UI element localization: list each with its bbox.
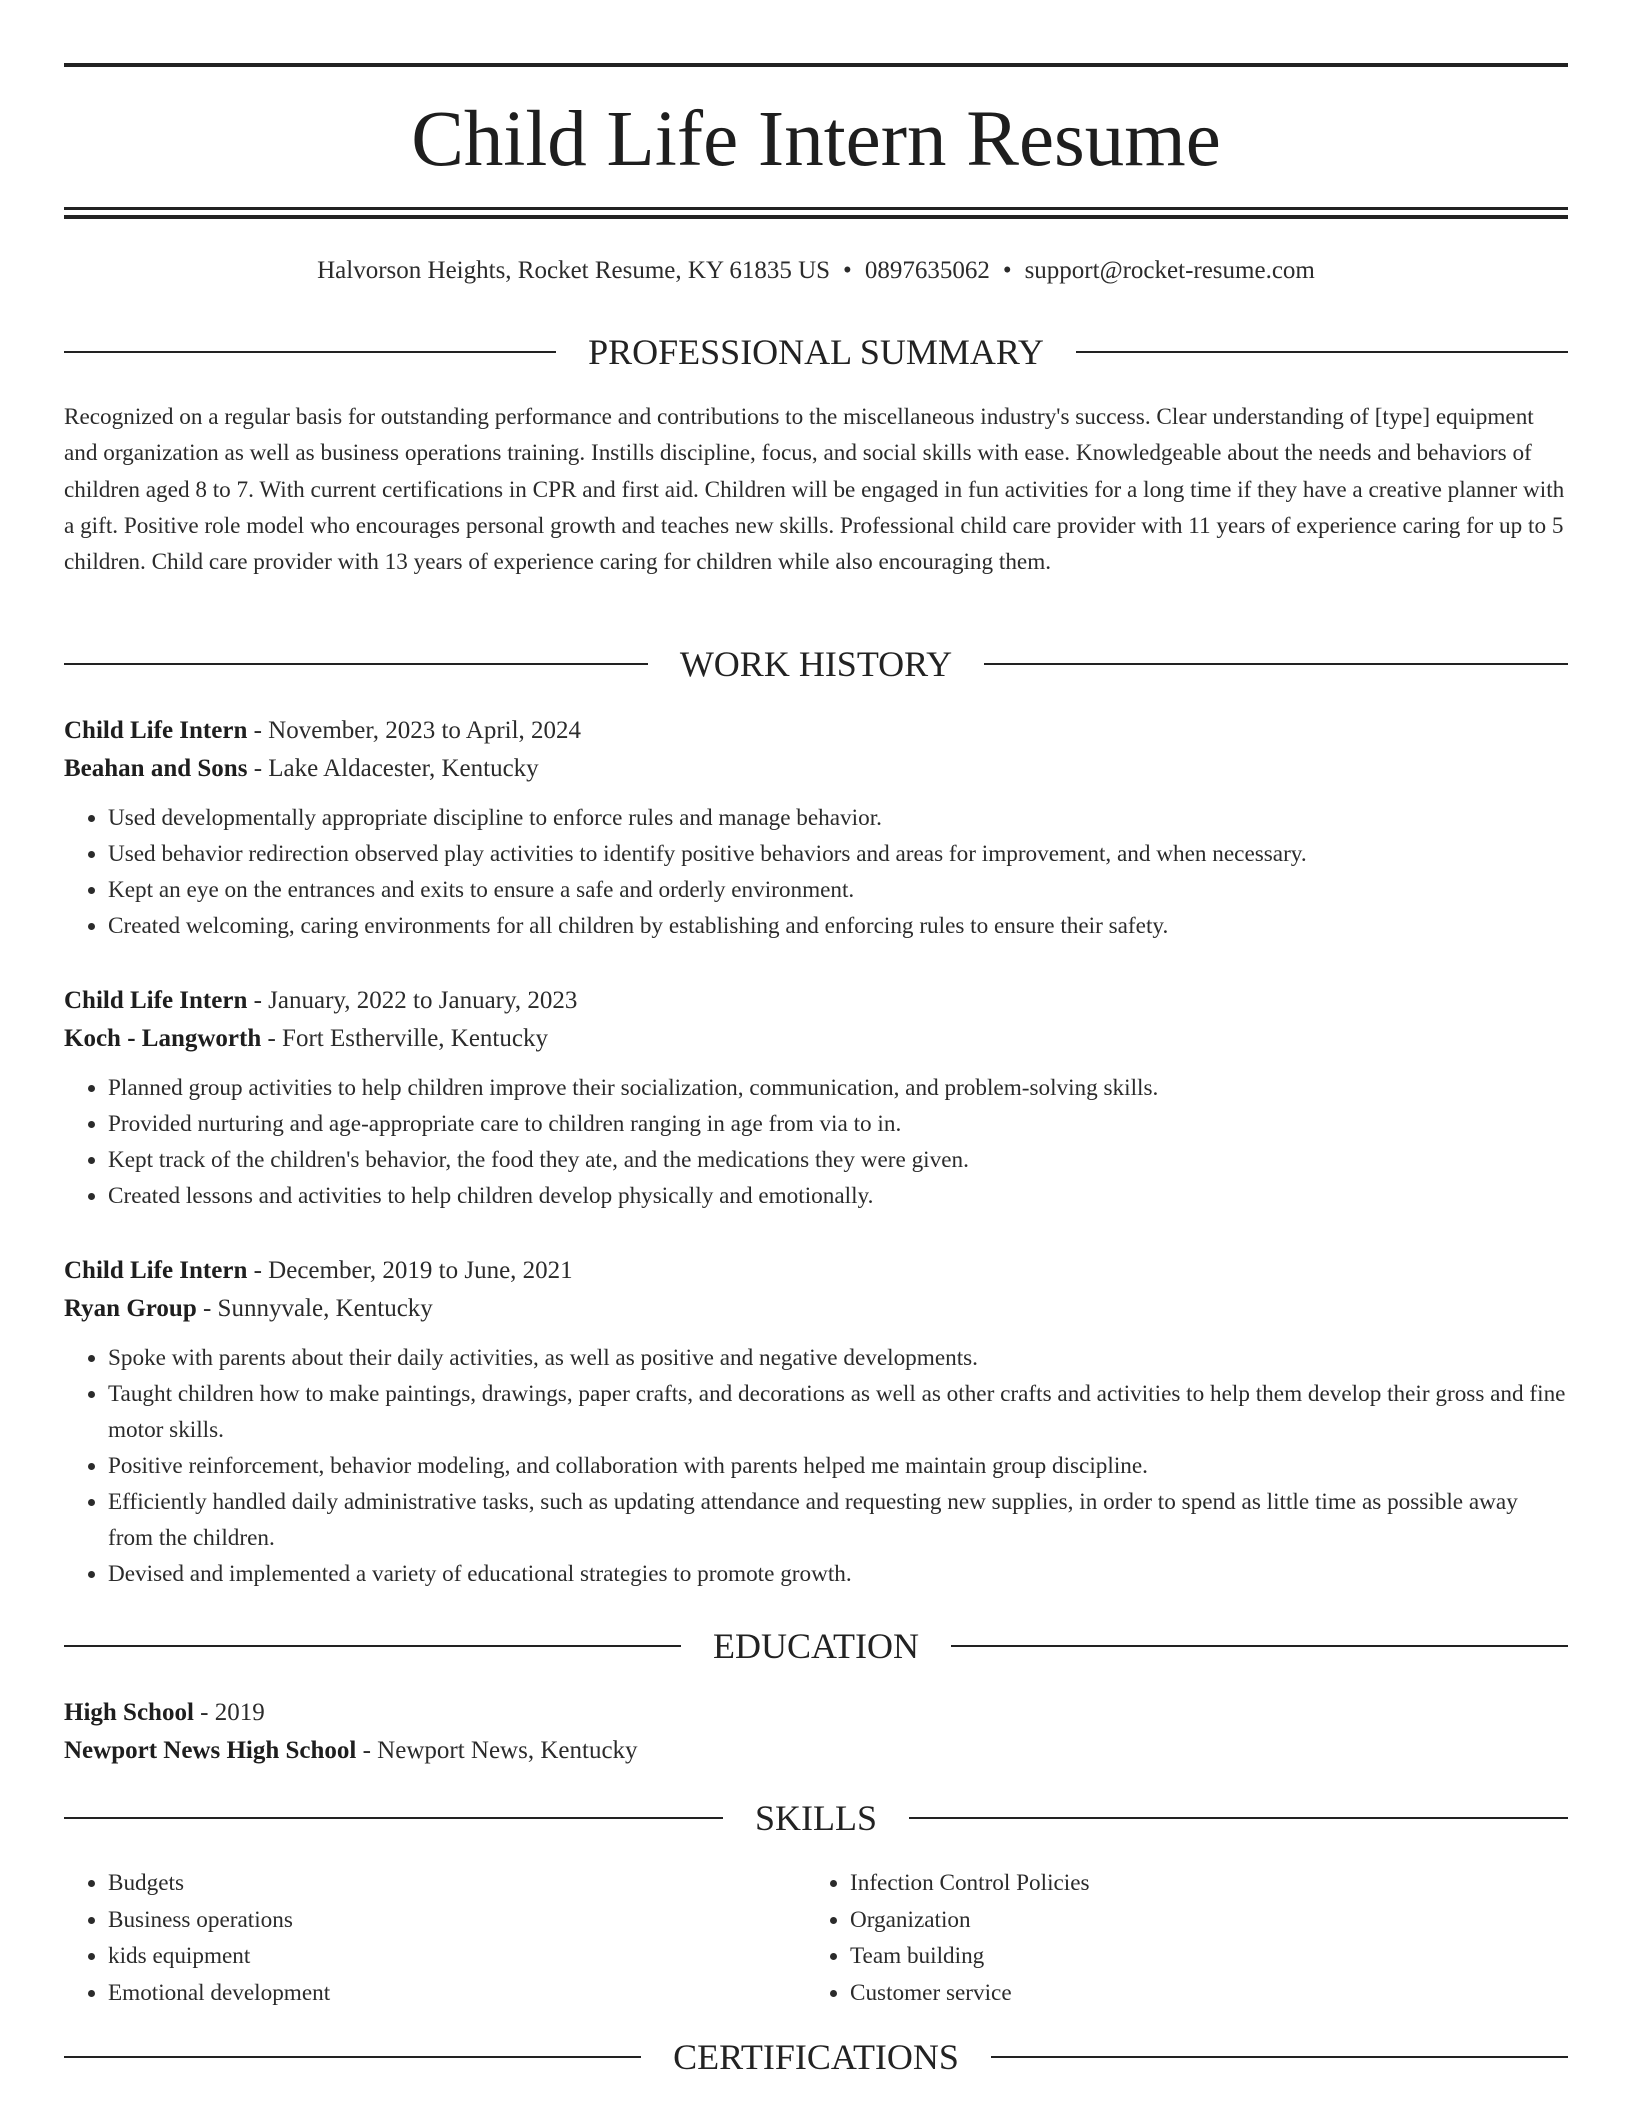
- job-location: - Sunnyvale, Kentucky: [196, 1295, 433, 1322]
- skill-item: • Infection Control Policies: [850, 1865, 1568, 1902]
- skills-column-right: [806, 1865, 1568, 2011]
- list-item: • Provided nurturing and age-appropriate care to children ranging in age from via to in.: [108, 1106, 1568, 1142]
- job-duties-list: [64, 1340, 1568, 1592]
- job-company: Ryan Group: [64, 1295, 197, 1322]
- job-entry: [64, 983, 1568, 1214]
- job-entry: [64, 1253, 1568, 1592]
- contact-separator: •: [843, 257, 852, 284]
- skill-item: • Team building: [850, 1938, 1568, 1975]
- resume-title: Child Life Intern Resume: [411, 96, 1221, 183]
- skill-item: • Customer service: [850, 1975, 1568, 2012]
- job-title-line: [64, 713, 1568, 749]
- job-title-line: [64, 983, 1568, 1019]
- heading-rule-left: [64, 2056, 641, 2058]
- job-entry: [64, 713, 1568, 944]
- skill-item: • Budgets: [108, 1865, 806, 1902]
- section-heading-skills: [64, 1796, 1568, 1840]
- education-entry: [64, 1694, 1568, 1770]
- job-company: Koch - Langworth: [64, 1025, 262, 1052]
- education-school-line: [64, 1732, 1568, 1770]
- section-title: WORK HISTORY: [679, 644, 953, 684]
- job-duties-list: [64, 800, 1568, 944]
- section-title: SKILLS: [755, 1798, 878, 1838]
- list-item: • Used developmentally appropriate discipline to enforce rules and manage behavior.: [108, 800, 1568, 836]
- skill-item: • Business operations: [108, 1902, 806, 1939]
- section-title: CERTIFICATIONS: [673, 2037, 959, 2077]
- job-company-line: [64, 1021, 1568, 1057]
- section-title: EDUCATION: [713, 1626, 919, 1666]
- education-location: - Newport News, Kentucky: [356, 1737, 638, 1764]
- contact-email: support@rocket-resume.com: [1024, 257, 1315, 284]
- skills-grid: [64, 1865, 1568, 2011]
- list-item: • Spoke with parents about their daily activities, as well as positive and negative developments.: [108, 1340, 1568, 1376]
- contact-separator: •: [1002, 257, 1012, 284]
- job-title-line: [64, 1253, 1568, 1289]
- skills-column-left: [64, 1865, 806, 2011]
- section-heading-certifications: [64, 2035, 1568, 2079]
- list-item: • Taught children how to make paintings, drawings, paper crafts, and decorations as well as other crafts and activities to help them develop their gross and fine motor skills.: [108, 1376, 1568, 1448]
- skill-item: • Emotional development: [108, 1975, 806, 2012]
- list-item: • Created lessons and activities to help children develop physically and emotionally.: [108, 1178, 1568, 1214]
- job-dates: - December, 2019 to June, 2021: [247, 1257, 573, 1284]
- top-rule: [64, 63, 1568, 67]
- job-title: Child Life Intern: [64, 987, 248, 1014]
- heading-rule-right: [951, 1645, 1568, 1647]
- heading-rule-left: [64, 663, 648, 665]
- job-company-line: [64, 751, 1568, 787]
- job-location: - Fort Estherville, Kentucky: [261, 1025, 548, 1052]
- rule-lower: [64, 215, 1568, 219]
- contact-address: Halvorson Heights, Rocket Resume, KY 61835 US: [317, 257, 831, 284]
- heading-rule-right: [909, 1817, 1568, 1819]
- job-duties-list: [64, 1070, 1568, 1214]
- contact-line: [64, 255, 1568, 287]
- job-title: Child Life Intern: [64, 717, 248, 744]
- education-school: Newport News High School: [64, 1737, 357, 1764]
- list-item: • Used behavior redirection observed play activities to identify positive behaviors and areas for improvement, and when necessary.: [108, 836, 1568, 872]
- list-item: • Planned group activities to help children improve their socialization, communication, and problem-solving skills.: [108, 1070, 1568, 1106]
- job-company-line: [64, 1291, 1568, 1327]
- job-location: - Lake Aldacester, Kentucky: [247, 755, 539, 782]
- section-heading-education: [64, 1624, 1568, 1668]
- list-item: • Devised and implemented a variety of educational strategies to promote growth.: [108, 1556, 1568, 1592]
- section-title: PROFESSIONAL SUMMARY: [588, 332, 1044, 372]
- education-year: - 2019: [193, 1699, 265, 1726]
- skill-item: • Organization: [850, 1902, 1568, 1939]
- list-item: • Kept an eye on the entrances and exits to ensure a safe and orderly environment.: [108, 872, 1568, 908]
- heading-rule-right: [984, 663, 1568, 665]
- job-dates: - November, 2023 to April, 2024: [247, 717, 582, 744]
- list-item: • Kept track of the children's behavior, the food they ate, and the medications they were given.: [108, 1142, 1568, 1178]
- title-double-rule: [64, 207, 1568, 219]
- contact-phone: 0897635062: [864, 257, 990, 284]
- section-heading-summary: [64, 330, 1568, 374]
- heading-rule-left: [64, 1645, 681, 1647]
- list-item: • Created welcoming, caring environments for all children by establishing and enforcing rules to ensure their safety.: [108, 908, 1568, 944]
- list-item: • Positive reinforcement, behavior modeling, and collaboration with parents helped me maintain group discipline.: [108, 1448, 1568, 1484]
- summary-paragraph: Recognized on a regular basis for outstanding performance and contributions to the miscellaneous industry's success. Clear understanding of [type] equipment and organization as well as business operations training. Instills discipline, focus, and social skills with ease. Knowledgeable about the needs and behaviors of children aged 8 to 7. With current certifications in CPR and first aid. Children will be engaged in fun activities for a long time if they have a creative planner with a gift. Positive role model who encourages personal growth and teaches new skills. Professional child care provider with 11 years of experience caring for up to 5 children. Child care provider with 13 years of experience caring for children while also encouraging them.: [64, 404, 1565, 576]
- education-degree: High School: [64, 1699, 194, 1726]
- heading-rule-right: [991, 2056, 1568, 2058]
- heading-rule-right: [1076, 351, 1568, 353]
- section-heading-work-history: [64, 642, 1568, 686]
- heading-rule-left: [64, 351, 556, 353]
- heading-rule-left: [64, 1817, 723, 1819]
- rule-upper: [64, 207, 1568, 210]
- job-title: Child Life Intern: [64, 1257, 248, 1284]
- job-company: Beahan and Sons: [64, 755, 248, 782]
- skill-item: • kids equipment: [108, 1938, 806, 1975]
- list-item: • Efficiently handled daily administrative tasks, such as updating attendance and requesting new supplies, in order to spend as little time as possible away from the children.: [108, 1484, 1568, 1556]
- job-dates: - January, 2022 to January, 2023: [247, 987, 578, 1014]
- education-degree-line: [64, 1694, 1568, 1732]
